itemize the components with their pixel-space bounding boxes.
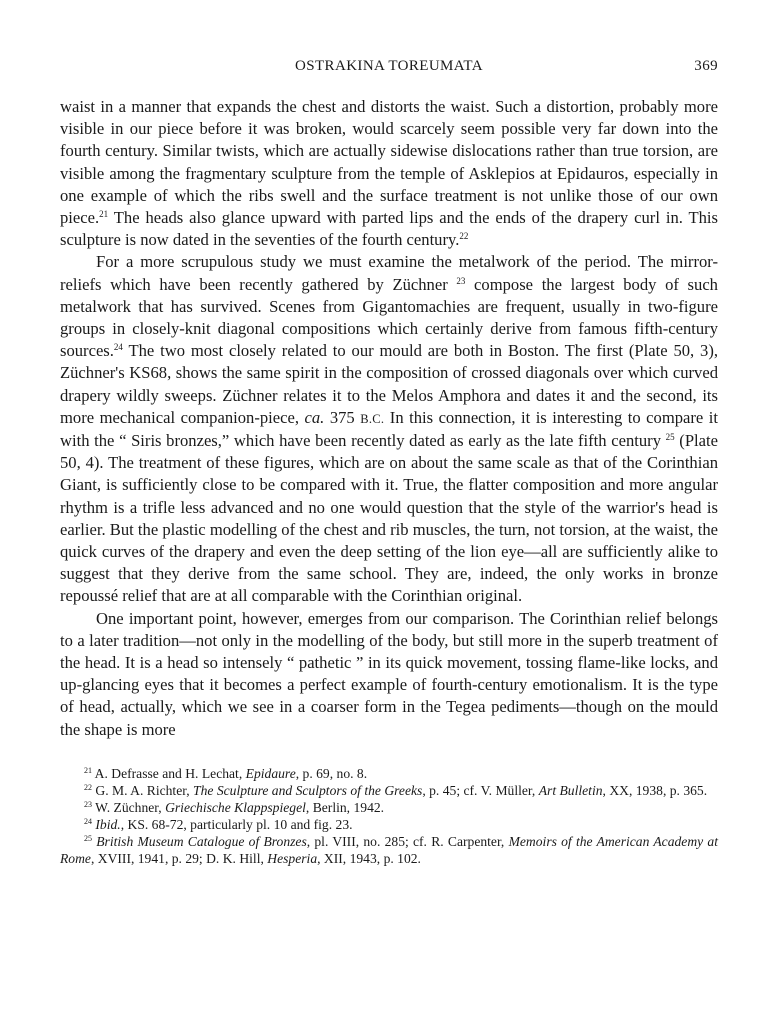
footnote-ref: 25 bbox=[665, 432, 675, 443]
footnotes bbox=[60, 765, 718, 867]
text-run: W. Züchner, bbox=[92, 799, 166, 815]
document-page bbox=[60, 58, 718, 867]
footnote bbox=[60, 816, 718, 833]
text-run: , p. 69, no. 8. bbox=[295, 765, 368, 781]
footnote-ref: 21 bbox=[99, 209, 109, 220]
footnote-ref: 22 bbox=[84, 782, 92, 792]
italic-text: Hesperia bbox=[267, 850, 318, 866]
running-title: OSTRAKINA TOREUMATA bbox=[295, 58, 483, 74]
text-run: , XII, 1943, p. 102. bbox=[317, 850, 421, 866]
footnote-ref: 23 bbox=[456, 275, 466, 286]
italic-text: ca. bbox=[304, 407, 325, 427]
text-run: 375 bbox=[324, 407, 361, 427]
text-run: , KS. 68-72, particularly pl. 10 and fig. 23. bbox=[120, 816, 353, 832]
running-header bbox=[60, 58, 718, 82]
paragraph bbox=[60, 96, 718, 251]
italic-text: Epidaure bbox=[245, 765, 296, 781]
page-number: 369 bbox=[694, 58, 718, 74]
text-run: , Berlin, 1942. bbox=[305, 799, 385, 815]
text-run: In this connection, it is interesting to compare it with the “ Siris bronzes,” which have been recently dated as early as the late fifth century bbox=[60, 407, 719, 451]
text-run: , p. 45; cf. V. Müller, bbox=[422, 782, 539, 798]
text-run: A. Defrasse and H. Lechat, bbox=[92, 765, 246, 781]
footnote-ref: 25 bbox=[84, 833, 92, 843]
footnote-ref: 21 bbox=[84, 765, 92, 775]
text-run: compose the largest body of such metalwork that has survived. Scenes from Gigantomachies are frequent, usually in two-figure groups in closely-knit diagonal compositions which certainly derive from famous fifth-century sources. bbox=[60, 274, 718, 361]
text-run: One important point, however, emerges from our comparison. The Corinthian relief belongs to a later tradition—not only in the modelling of the body, but still more in the superb treatment of the head. It is a head so intensely “ pathetic ” in its quick movement, tossing flame-like locks, and up-glancing eyes that it becomes a perfect example of fourth-century emotionalism. It is the type of head, actually, which we see in a coarser form in the Tegea pediments—though on the mould the shape is more bbox=[60, 608, 718, 739]
text-run: For a more scrupulous study we must examine the metalwork of the period. The mirror-reliefs which have been recently gathered by Züchner bbox=[60, 252, 718, 294]
text-run: , pl. VIII, no. 285; cf. R. Carpenter, bbox=[306, 833, 509, 849]
italic-text: Memoirs of the American Academy at Rome bbox=[60, 833, 719, 866]
footnote bbox=[60, 833, 718, 867]
text-run: waist in a manner that expands the chest and distorts the waist. Such a distortion, probably more visible in our piece before it was broken, would scarcely seem possible very far down into the fourth century. Similar twists, which are actually sidewise dislocations rather than true torsion, are visible among the fragmentary sculpture from the temple of Asklepios at Epidauros, especially in one example of which the ribs swell and the surface treatment is not unlike those of our own piece. bbox=[60, 97, 718, 228]
text-run: (Plate 50, 4). The treatment of these figures, which are on about the same scale as that of the Corinthian Giant, is sufficiently close to be compared with it. True, the flatter composition and more angular rhythm is a trifle less advanced and no one would question that the style of the warrior's head is earlier. But the plastic modelling of the chest and rib muscles, the turn, not torsion, at the waist, the quick curves of the drapery and even the deep setting of the lion eye—all are sufficiently alike to suggest that they derive from the same school. They are, indeed, the only works in bronze repoussé relief that are at all comparable with the Corinthian original. bbox=[60, 431, 718, 606]
body-text bbox=[60, 96, 718, 741]
paragraph bbox=[60, 608, 718, 741]
footnote bbox=[60, 782, 718, 799]
text-run: The heads also glance upward with parted lips and the ends of the drapery curl in. This sculpture is now dated in the seventies of the fourth century. bbox=[60, 208, 718, 250]
italic-text: Griechische Klappspiegel bbox=[165, 799, 306, 815]
paragraph bbox=[60, 251, 718, 607]
text-run: , XVIII, 1941, p. 29; D. K. Hill, bbox=[90, 850, 268, 866]
footnote bbox=[60, 765, 718, 782]
footnote-ref: 24 bbox=[84, 816, 92, 826]
footnote-ref: 24 bbox=[113, 342, 123, 353]
text-run: The two most closely related to our mould are both in Boston. The first (Plate 50, 3), Züchner's KS68, shows the same spirit in the composition of crossed diagonals over which curved drapery wildly sweeps. Züchner relates it to the Melos Amphora and dates it and the second, its more mechanical companion-piece, bbox=[60, 341, 718, 427]
footnote bbox=[60, 799, 718, 816]
italic-text: Art Bulletin bbox=[538, 782, 603, 798]
italic-text: British Museum Catalogue of Bronzes bbox=[96, 833, 307, 849]
text-run: G. M. A. Richter, bbox=[92, 782, 194, 798]
small-caps-text: B.C. bbox=[360, 411, 385, 426]
text-run: , XX, 1938, p. 365. bbox=[602, 782, 708, 798]
italic-text: The Sculpture and Sculptors of the Greeks bbox=[193, 782, 423, 798]
italic-text: Ibid. bbox=[95, 816, 121, 832]
footnote-ref: 22 bbox=[459, 231, 469, 242]
footnote-ref: 23 bbox=[84, 799, 92, 809]
